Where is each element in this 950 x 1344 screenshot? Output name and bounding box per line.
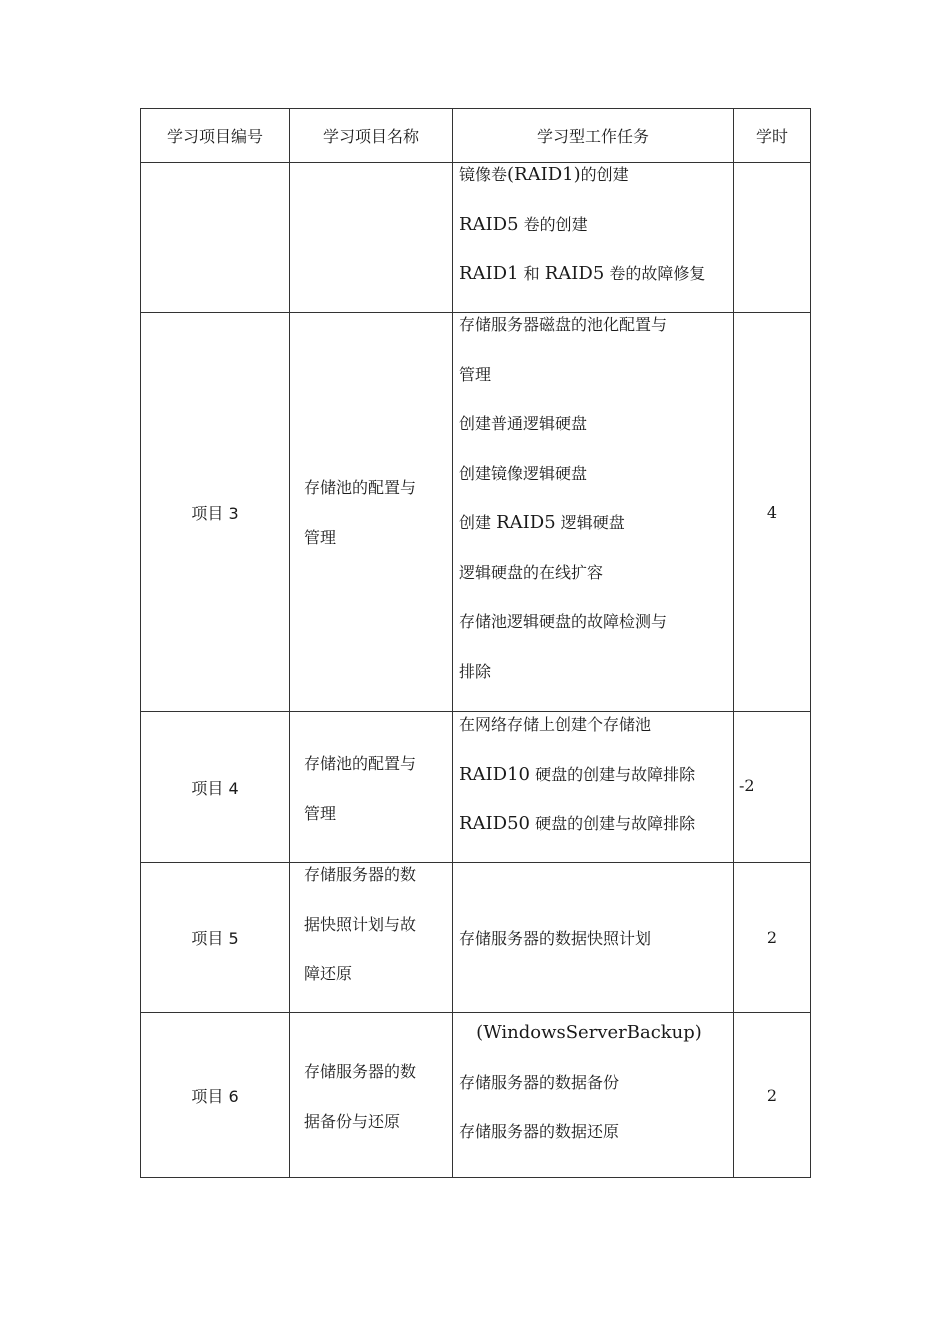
project-name-cell (289, 863, 452, 1012)
task-line (459, 1021, 729, 1071)
header-work-tasks: 学习型工作任务 (452, 109, 733, 162)
project-name-lines (304, 752, 448, 851)
task-line (459, 927, 729, 977)
task-line (459, 262, 729, 312)
task-text-segment: 和 (518, 264, 545, 283)
task-line (459, 561, 729, 611)
project-name-line: 据快照计划与故 (304, 914, 417, 934)
project-name-line: 管理 (304, 527, 337, 547)
course-table (140, 108, 811, 1178)
project-name-cell (289, 313, 452, 711)
task-line (459, 1120, 729, 1170)
task-line (459, 412, 729, 462)
task-line (459, 313, 729, 363)
task-text-segment: 卷的创建 (518, 214, 588, 234)
task-text-segment: RAID1 (459, 263, 519, 284)
hours-cell (733, 163, 810, 312)
task-text-segment: 存储服务器的数据备份 (459, 1072, 620, 1092)
project-id-cell (141, 163, 289, 312)
task-text-segment: (RAID1) (507, 164, 581, 185)
project-name-cell (289, 712, 452, 862)
task-text-segment: RAID5 (459, 213, 519, 235)
task-text-segment: (WindowsServerBackup) (459, 1022, 702, 1043)
task-lines (459, 163, 729, 312)
hours-cell: 2 (733, 1013, 810, 1177)
task-text-segment: 管理 (459, 364, 492, 384)
project-id-text: 项目 5 (191, 929, 239, 948)
project-id-cell (141, 1013, 289, 1177)
project-id-cell (141, 313, 289, 711)
task-line (459, 363, 729, 413)
header-hours: 学时 (733, 109, 810, 162)
task-text-segment: 逻辑硬盘的在线扩容 (459, 562, 604, 582)
task-text-segment: 硬盘的创建与故障排除 (530, 764, 696, 784)
task-line (459, 163, 729, 213)
table-row (141, 312, 810, 711)
task-text-segment: 存储服务器的数据快照计划 (459, 929, 652, 948)
project-id-text: 项目 3 (191, 503, 239, 523)
task-text-segment: 存储服务器的数据还原 (459, 1122, 620, 1141)
table-row (141, 162, 810, 312)
task-text-segment: 创建镜像逻辑硬盘 (459, 463, 588, 483)
project-name-line: 存储池的配置与 (304, 478, 417, 497)
project-name-line: 据备份与还原 (304, 1111, 401, 1131)
table-row (141, 1012, 810, 1177)
hours-text: -2 (739, 776, 755, 795)
hours-cell (733, 712, 810, 862)
tasks-cell (452, 1013, 733, 1177)
project-name-line: 存储池的配置与 (304, 754, 417, 773)
project-name-lines (304, 476, 448, 575)
table-header-row (141, 109, 810, 162)
task-text-segment: 排除 (459, 661, 492, 681)
project-name-line: 存储服务器的数 (304, 1062, 417, 1081)
task-text-segment: 存储池逻辑硬盘的故障检测与 (459, 612, 668, 631)
task-text-segment: 存储服务器磁盘的池化配置与 (459, 315, 668, 334)
project-id-cell (141, 712, 289, 862)
task-text-segment: 的创建 (580, 165, 629, 184)
project-name-line: 存储服务器的数 (304, 865, 417, 884)
task-text-segment: 镜像卷 (459, 165, 508, 184)
task-line (459, 1071, 729, 1121)
project-name-line: 管理 (304, 803, 337, 823)
hours-cell: 4 (733, 313, 810, 711)
task-lines (459, 713, 729, 862)
tasks-cell (452, 313, 733, 711)
task-text-segment: RAID5 (544, 263, 605, 284)
project-name-cell (289, 163, 452, 312)
task-line (459, 713, 729, 763)
task-text-segment: 创建 (459, 513, 497, 532)
tasks-cell (452, 863, 733, 1012)
task-text-segment: RAID5 (496, 512, 556, 533)
task-text-segment: 创建普通逻辑硬盘 (459, 414, 588, 433)
header-project-id: 学习项目编号 (166, 127, 263, 146)
task-line (459, 763, 729, 813)
task-line (459, 462, 729, 512)
table-row (141, 711, 810, 862)
project-name-line: 障还原 (304, 964, 353, 983)
tasks-cell (452, 163, 733, 312)
project-name-cell (289, 1013, 452, 1177)
project-name-lines (304, 1060, 448, 1159)
hours-cell: 2 (733, 863, 810, 1012)
task-lines (459, 927, 729, 977)
task-text-segment: 卷的故障修复 (604, 264, 706, 283)
task-text-segment: 硬盘的创建与故障排除 (530, 814, 696, 833)
task-text-segment: 逻辑硬盘 (555, 513, 625, 532)
table-row (141, 862, 810, 1012)
task-text-segment: 在网络存储上创建个存储池 (459, 715, 652, 734)
task-line (459, 812, 729, 862)
task-text-segment: RAID50 (459, 813, 530, 834)
task-lines (459, 313, 729, 709)
task-lines (459, 1021, 729, 1170)
task-line (459, 511, 729, 561)
project-name-lines (304, 863, 448, 1012)
header-project-name: 学习项目名称 (289, 109, 452, 162)
project-id-text: 项目 4 (191, 778, 239, 798)
task-text-segment: RAID10 (459, 763, 530, 785)
project-id-text: 项目 6 (191, 1086, 239, 1106)
task-line (459, 213, 729, 263)
tasks-cell (452, 712, 733, 862)
task-line (459, 610, 729, 660)
task-line (459, 660, 729, 710)
project-id-cell (141, 863, 289, 1012)
